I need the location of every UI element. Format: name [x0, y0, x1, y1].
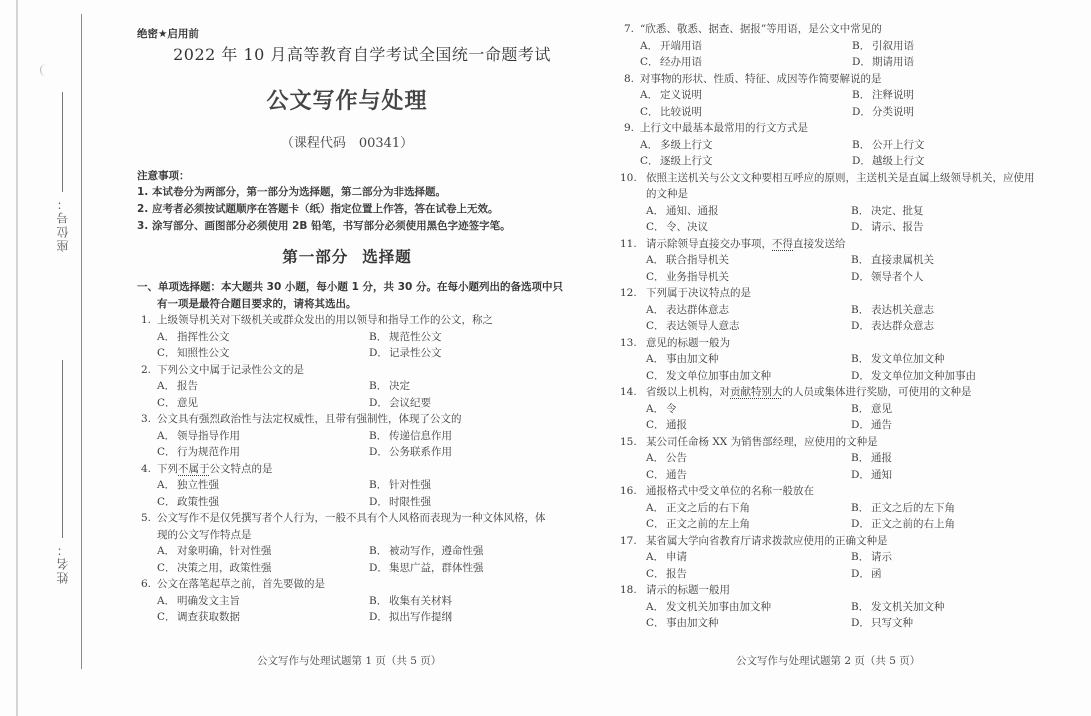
question-number: 3.: [141, 413, 152, 425]
question-stem-continued: 现的公文写作特点是: [157, 528, 252, 541]
option-c: C．通报: [646, 419, 687, 431]
question-number: 2.: [141, 363, 152, 376]
seat-number-field: [52, 92, 72, 256]
option-d: D．通告: [851, 419, 892, 431]
question-stem-continued: 的文种是: [646, 188, 688, 200]
option-d: D．时限性强: [369, 495, 431, 508]
option-c: C．政策性强: [157, 495, 219, 508]
option-c: C．逐级上行文: [640, 155, 713, 167]
option-d: D．领导者个人: [851, 270, 924, 283]
option-b: B． 决定: [369, 380, 410, 392]
question-stem: 下列不属于公文特点的是: [157, 462, 273, 475]
option-c: C．经办用语: [640, 56, 702, 68]
question-1: [137, 312, 569, 362]
option-a: A． 公告: [646, 452, 687, 464]
question-stem: 省级以上机构，对贡献特别大的人员或集体进行奖励，可使用的文种是: [646, 386, 972, 398]
question-17: [620, 533, 1052, 583]
option-c: C．报告: [646, 567, 687, 580]
section-heading-line: 一、单项选择题：本大题共 30 小题，每小题 1 分，共 30 分。在每小题列出的备选项中只: [137, 281, 563, 293]
question-number: 17.: [620, 534, 637, 547]
question-stem: 请示除领导直接交办事项，不得直接发送给: [646, 237, 846, 250]
option-d: D．请示、报告: [851, 221, 924, 233]
option-a: A． 报告: [157, 380, 198, 392]
option-a: A． 联合指导机关: [646, 254, 729, 266]
question-stem: 公文写作不是仅凭撰写者个人行为，一般不具有个人风格而表现为一种文体风格，体: [157, 512, 546, 524]
option-c: C．正文之前的左上角: [646, 518, 750, 530]
option-b: B． 意见: [851, 402, 892, 415]
option-a: A． 独立性强: [157, 479, 219, 491]
page-footer: 公文写作与处理试题第 2 页（共 5 页）: [736, 655, 921, 667]
question-stem: 下列属于决议特点的是: [646, 287, 751, 299]
option-c: C．比较说明: [640, 105, 702, 118]
option-a: A． 多级上行文: [640, 138, 713, 151]
question-number: 11.: [620, 237, 637, 250]
option-c: C．业务指导机关: [646, 270, 729, 283]
question-stem: 对事物的形状、性质、特征、成因等作简要解说的是: [640, 72, 882, 85]
question-stem: 某公司任命杨 XX 为销售部经理，应使用的文种是: [646, 435, 878, 448]
note-item: 2. 应考者必须按试题顺序在答题卡（纸）指定位置上作答，答在试卷上无效。: [137, 203, 499, 215]
page-footer: 公文写作与处理试题第 1 页（共 5 页）: [257, 655, 442, 667]
binding-edge-line: [16, 0, 18, 716]
emphasis-text: 不属于: [178, 462, 210, 475]
option-b: B． 被动写作，遵命性强: [369, 545, 484, 557]
option-c: C．通告: [646, 468, 687, 481]
question-number: 8.: [624, 72, 635, 85]
option-d: D．拟出写作提纲: [369, 611, 452, 623]
question-stem: 意见的标题一般为: [646, 336, 730, 349]
question-number: 5.: [141, 512, 152, 524]
option-d: D．表达群众意志: [851, 320, 934, 332]
option-d: D．期请用语: [852, 56, 914, 68]
question-18: [620, 582, 1052, 632]
option-b: B． 公开上行文: [852, 138, 925, 151]
emphasis-text: 贡献特别大: [730, 386, 783, 398]
question-number: 14.: [620, 386, 637, 398]
name-label: 姓名：: [55, 542, 70, 584]
exam-title: 2022 年 10 月高等教育自学考试全国统一命题考试: [173, 45, 551, 64]
question-number: 13.: [620, 336, 637, 349]
notes-title: 注意事项：: [137, 170, 190, 182]
option-b: B． 针对性强: [369, 479, 431, 491]
option-b: B． 规范性公文: [369, 330, 442, 343]
option-d: D．通知: [851, 468, 892, 481]
question-number: 10.: [620, 171, 637, 184]
question-number: 6.: [141, 578, 152, 590]
option-b: B． 传递信息作用: [369, 429, 452, 442]
option-d: D．越级上行文: [852, 155, 925, 167]
section-heading-line: 有一项是最符合题目要求的，请将其选出。: [157, 298, 357, 310]
emphasis-text: 不得: [772, 237, 793, 250]
question-stem: 上级领导机关对下级机关或群众发出的用以领导和指导工作的公文，称之: [157, 314, 493, 326]
option-b: B． 发文机关加文种: [851, 600, 945, 613]
question-number: 7.: [624, 23, 635, 35]
option-a: A． 对象明确，针对性强: [157, 545, 272, 557]
question-9: [620, 120, 1052, 170]
question-14: [620, 384, 1052, 434]
option-d: D．公务联系作用: [369, 446, 452, 458]
question-stem: 请示的标题一般用: [646, 584, 730, 596]
option-a: A． 明确发文主旨: [157, 594, 240, 607]
option-a: A． 令: [646, 402, 677, 415]
option-a: A． 发文机关加事由加文种: [646, 600, 771, 613]
option-a: A． 通知、通报: [646, 204, 719, 217]
option-d: D．会议纪要: [369, 396, 431, 409]
question-12: [620, 285, 1052, 335]
option-b: B． 正文之后的左下角: [851, 501, 955, 514]
question-list: [620, 21, 1052, 632]
note-item: 1. 本试卷分为两部分，第一部分为选择题，第二部分为非选择题。: [137, 186, 446, 198]
question-stem: 上行文中最基本最常用的行文方式是: [640, 122, 808, 134]
binding-hole-mark: [40, 64, 49, 76]
seat-number-label: 座位号：: [55, 196, 70, 252]
option-c: C．意见: [157, 396, 198, 409]
option-d: D．正文之前的右上角: [851, 518, 955, 530]
question-13: [620, 335, 1052, 385]
option-d: D．分类说明: [852, 105, 914, 118]
question-number: 16.: [620, 485, 637, 497]
option-b: B． 收集有关材料: [369, 594, 452, 607]
option-c: C．事由加文种: [646, 617, 719, 629]
option-c: C．发文单位加事由加文种: [646, 369, 771, 382]
option-b: B． 决定、批复: [851, 204, 924, 217]
option-a: A． 指挥性公文: [157, 330, 230, 343]
secret-mark: 绝密★启用前: [137, 28, 199, 40]
question-2: [137, 362, 569, 412]
option-d: D．发文单位加文种加事由: [851, 369, 976, 382]
subject-title: 公文写作与处理: [266, 89, 428, 114]
section-heading: [137, 279, 582, 313]
option-b: B． 发文单位加文种: [851, 353, 945, 365]
question-number: 15.: [620, 435, 637, 448]
question-list: [137, 312, 569, 626]
option-b: B． 注释说明: [852, 89, 914, 101]
question-number: 9.: [624, 122, 635, 134]
question-8: [620, 71, 1052, 121]
option-c: C．行为规范作用: [157, 446, 240, 458]
question-stem: “欣悉、敬悉、据查、据报”等用语，是公文中常见的: [640, 23, 882, 35]
question-11: [620, 236, 1052, 286]
name-field: [52, 360, 72, 588]
option-b: B． 引叙用语: [852, 39, 914, 52]
part-title-name: 选择题: [362, 248, 412, 266]
question-number: 4.: [141, 462, 152, 475]
option-a: A． 表达群体意志: [646, 303, 729, 316]
option-c: C．决策之用，政策性强: [157, 561, 272, 574]
part-title: [137, 245, 557, 267]
question-stem: 依照主送机关与公文文种要相互呼应的原则，主送机关是直属上级领导机关，应使用: [646, 171, 1035, 184]
option-a: A． 开端用语: [640, 39, 702, 52]
option-c: C．知照性公文: [157, 347, 230, 359]
option-c: C．令、决议: [646, 221, 708, 233]
option-a: A． 正文之后的右下角: [646, 501, 750, 514]
option-a: A． 定义说明: [640, 89, 702, 101]
question-15: [620, 434, 1052, 484]
binding-margin-line: [81, 14, 82, 669]
option-d: D．记录性公文: [369, 347, 442, 359]
question-number: 18.: [620, 584, 637, 596]
question-7: [620, 21, 1052, 71]
option-a: A． 事由加文种: [646, 353, 719, 365]
question-number: 1.: [141, 314, 152, 326]
question-5: [137, 510, 569, 576]
question-stem: 通报格式中受文单位的名称一般放在: [646, 485, 814, 497]
option-b: B． 通报: [851, 452, 892, 464]
question-6: [137, 576, 569, 626]
question-stem: 公文在落笔起草之前，首先要做的是: [157, 578, 325, 590]
note-item: 3. 涂写部分、画图部分必须使用 2B 铅笔，书写部分必须使用黑色字迹签字笔。: [137, 220, 511, 232]
question-stem: 公文具有强烈政治性与法定权威性，且带有强制性，体现了公文的: [157, 413, 462, 425]
option-c: C．调查获取数据: [157, 611, 240, 623]
option-b: B． 表达机关意志: [851, 303, 934, 316]
question-number: 12.: [620, 287, 637, 299]
question-3: [137, 411, 569, 461]
option-b: B． 请示: [851, 551, 892, 563]
option-a: A． 申请: [646, 551, 687, 563]
question-4: [137, 461, 569, 511]
option-d: D．只写文种: [851, 617, 913, 629]
seat-number-blank: [62, 92, 63, 192]
option-b: B． 直接隶属机关: [851, 254, 934, 266]
option-c: C．表达领导人意志: [646, 320, 740, 332]
course-code: （课程代码 00341）: [280, 136, 414, 151]
question-10: [620, 170, 1052, 236]
notes-list: [137, 184, 511, 235]
option-d: D．函: [851, 567, 882, 580]
name-blank: [62, 360, 63, 538]
part-title-number: 第一部分: [282, 248, 349, 266]
option-d: D．集思广益，群体性强: [369, 561, 484, 574]
option-a: A． 领导指导作用: [157, 429, 240, 442]
question-16: [620, 483, 1052, 533]
question-stem: 下列公文中属于记录性公文的是: [157, 363, 304, 376]
question-stem: 某省属大学向省教育厅请求拨款应使用的正确文种是: [646, 534, 888, 547]
